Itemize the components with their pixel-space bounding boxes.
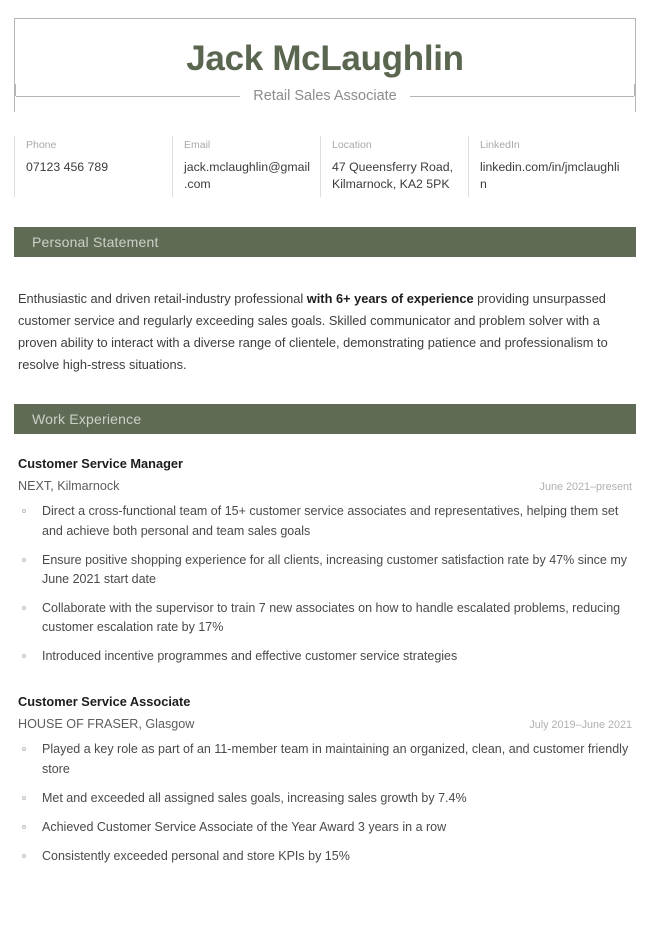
contact-label-linkedin: LinkedIn xyxy=(480,139,520,152)
header-subtitle-rule xyxy=(15,89,635,104)
contact-label-phone: Phone xyxy=(26,139,57,152)
header-box-right-corner xyxy=(634,84,635,96)
job-company: HOUSE OF FRASER, Glasgow xyxy=(18,717,195,732)
job-dates: July 2019–June 2021 xyxy=(529,719,632,732)
header-box-left-corner xyxy=(15,84,16,96)
job-dates: June 2021–present xyxy=(539,481,632,494)
section-header-work-experience xyxy=(14,404,636,434)
contact-value-email[interactable]: jack.mclaughlin@gmail.com xyxy=(184,160,310,191)
job-bullet: Direct a cross-functional team of 15+ customer service associates and representatives, helping them set and achieve both personal and team sales goals xyxy=(18,502,632,540)
section-title-work-experience: Work Experience xyxy=(32,411,142,428)
contact-value-location: 47 Queensferry Road, Kilmarnock, KA2 5PK xyxy=(332,160,453,191)
contact-value-phone: 07123 456 789 xyxy=(26,160,109,174)
job-meta xyxy=(18,479,632,493)
resume-page xyxy=(0,18,650,938)
contact-item-phone xyxy=(14,136,172,197)
job-bullet: Collaborate with the supervisor to train 7 new associates on how to handle escalated problems, reducing customer escalation rate by 17% xyxy=(18,599,632,637)
job-bullet: Met and exceeded all assigned sales goals, increasing sales growth by 7.4% xyxy=(18,789,632,808)
contact-value-linkedin[interactable]: linkedin.com/in/jmclaughlin xyxy=(480,160,620,191)
statement-highlight: with 6+ years of experience xyxy=(306,290,474,306)
contact-row xyxy=(14,136,636,199)
rule-segment-right xyxy=(410,96,634,97)
contact-item-email xyxy=(172,136,320,197)
job-bullet: Introduced incentive programmes and effective customer service strategies xyxy=(18,647,632,666)
section-title-personal-statement: Personal Statement xyxy=(32,233,159,250)
rule-segment-left xyxy=(16,96,240,97)
job-bullet-list xyxy=(18,502,632,666)
job-bullet: Achieved Customer Service Associate of the Year Award 3 years in a row xyxy=(18,818,632,837)
job-bullet: Played a key role as part of an 11-member team in maintaining an organized, clean, and customer friendly store xyxy=(18,740,632,778)
job-bullet: Consistently exceeded personal and store KPIs by 15% xyxy=(18,847,632,866)
job-bullet: Ensure positive shopping experience for all clients, increasing customer satisfaction rate by 47% since my June 2021 start date xyxy=(18,551,632,589)
job-entry xyxy=(14,692,636,866)
job-entry xyxy=(14,454,636,666)
job-bullet-list xyxy=(18,740,632,866)
resume-header xyxy=(14,18,636,112)
job-meta xyxy=(18,717,632,731)
candidate-name: Jack McLaughlin xyxy=(186,39,464,78)
job-company: NEXT, Kilmarnock xyxy=(18,479,120,494)
contact-item-location xyxy=(320,136,468,197)
section-header-personal-statement xyxy=(14,227,636,257)
contact-item-linkedin xyxy=(468,136,636,197)
contact-label-location: Location xyxy=(332,139,372,152)
contact-label-email: Email xyxy=(184,139,211,152)
personal-statement-text xyxy=(14,270,636,377)
job-title: Customer Service Associate xyxy=(18,694,191,710)
candidate-job-title: Retail Sales Associate xyxy=(253,87,397,104)
statement-text-part-2: providing unsurpassed customer service and regularly exceeding sales goals. Skilled communicator and problem solver with a proven ability to interact with a diverse range of clientele, demonstrating patience and professionalism to resolve high-stress situations. xyxy=(18,290,608,373)
statement-text-part-1: Enthusiastic and driven retail-industry professional xyxy=(18,290,307,306)
job-title: Customer Service Manager xyxy=(18,456,184,472)
